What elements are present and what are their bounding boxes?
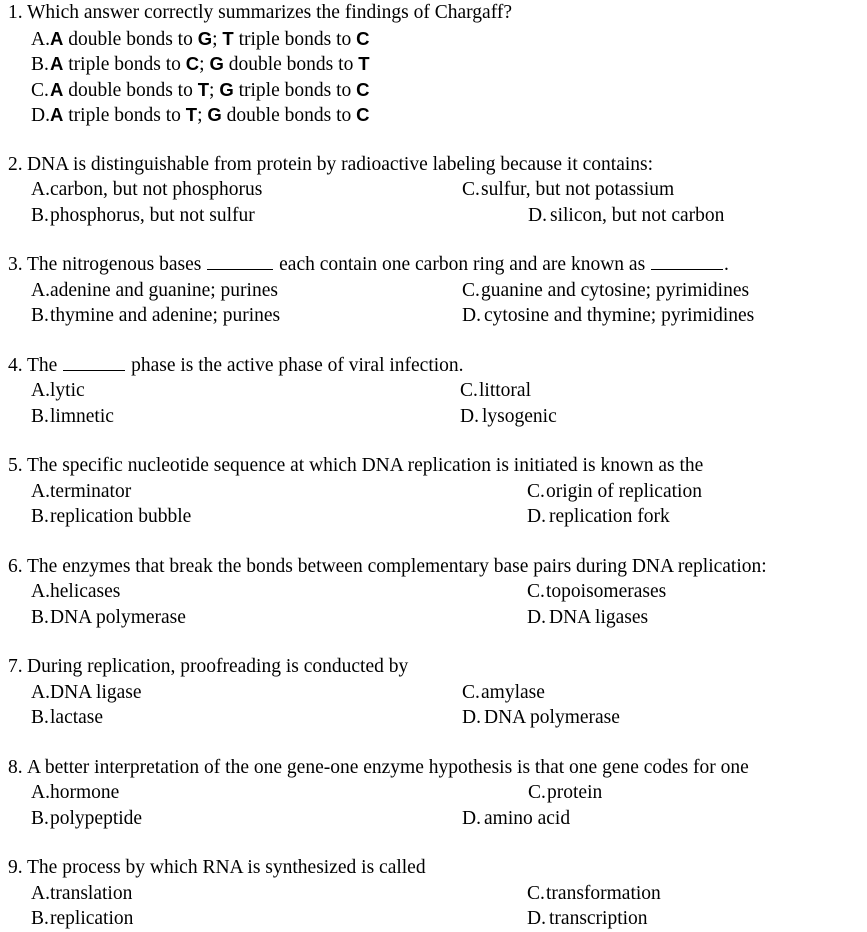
- option-row: [0, 378, 867, 404]
- question-stem-text: [27, 757, 749, 778]
- option-c[interactable]: [462, 278, 749, 304]
- option-row: [0, 479, 867, 505]
- option-letter: B.: [31, 506, 49, 527]
- stem-text: During replication, proofreading is conducted by: [27, 656, 409, 677]
- question-stem-text: [27, 2, 512, 23]
- option-list: [0, 579, 867, 630]
- opt-text: ;: [199, 54, 210, 75]
- option-c[interactable]: [527, 881, 661, 907]
- option-text: [50, 305, 280, 326]
- option-text: [50, 707, 103, 728]
- option-letter: D.: [528, 204, 547, 226]
- option-row: [0, 579, 867, 605]
- option-c[interactable]: [31, 77, 370, 104]
- opt-nucleotide-T: T: [222, 27, 234, 49]
- option-letter: B.: [31, 54, 49, 75]
- option-letter: A.: [31, 28, 50, 50]
- option-letter: C.: [527, 480, 545, 502]
- option-a[interactable]: [31, 780, 119, 806]
- option-list: [0, 26, 867, 128]
- stem-text: .: [724, 254, 729, 275]
- opt-text: lysogenic: [482, 405, 557, 427]
- option-text: [50, 406, 114, 427]
- option-text: [547, 782, 602, 803]
- opt-text: sulfur, but not potassium: [481, 179, 675, 200]
- option-list: [0, 780, 867, 831]
- option-b[interactable]: [31, 203, 255, 229]
- question-number: 9.: [8, 857, 23, 878]
- option-c[interactable]: [462, 680, 545, 706]
- opt-text: replication: [50, 908, 134, 929]
- option-letter: C.: [460, 380, 478, 401]
- option-text: [50, 581, 120, 602]
- stem-text: The specific nucleotide sequence at which DNA replication is initiated is known as the: [27, 455, 704, 476]
- option-text: [50, 481, 131, 502]
- question-number: 5.: [8, 455, 23, 476]
- option-b[interactable]: [31, 504, 191, 530]
- question-stem: [0, 453, 867, 479]
- option-text: [50, 607, 186, 628]
- stem-text: each contain one carbon ring and are known as: [274, 254, 651, 275]
- option-d[interactable]: [528, 203, 724, 229]
- stem-text: DNA is distinguishable from protein by radioactive labeling because it contains:: [27, 153, 654, 175]
- option-letter: B.: [31, 405, 49, 427]
- opt-nucleotide-G: G: [209, 53, 224, 74]
- option-d[interactable]: [31, 102, 370, 129]
- opt-text: cytosine and thymine; pyrimidines: [484, 305, 755, 326]
- opt-text: amylase: [481, 681, 545, 703]
- opt-text: hormone: [50, 782, 120, 803]
- option-row: [0, 177, 867, 203]
- opt-text: topoisomerases: [546, 581, 667, 602]
- question-stem: [0, 252, 867, 278]
- stem-text: phase is the active phase of viral infection.: [126, 354, 464, 376]
- opt-text: translation: [50, 882, 133, 904]
- option-row: [0, 303, 867, 329]
- option-d[interactable]: [527, 906, 648, 932]
- option-row: [0, 605, 867, 631]
- option-text: [484, 305, 754, 326]
- option-a[interactable]: [31, 26, 370, 53]
- option-d[interactable]: [527, 504, 670, 530]
- option-c[interactable]: [527, 579, 666, 605]
- option-list: [0, 177, 867, 228]
- question-number: 4.: [8, 354, 23, 376]
- opt-text: terminator: [50, 480, 132, 502]
- option-d[interactable]: [462, 806, 570, 832]
- opt-text: double bonds to: [63, 28, 198, 50]
- option-letter: B.: [31, 204, 49, 226]
- question-number: 1.: [8, 2, 23, 23]
- option-text: [481, 682, 545, 703]
- question-block: [0, 855, 867, 932]
- option-letter: A.: [31, 380, 50, 401]
- stem-blank-3: [651, 254, 723, 270]
- option-a[interactable]: [31, 579, 120, 605]
- option-letter: C.: [462, 279, 480, 301]
- opt-text: lytic: [50, 380, 85, 401]
- opt-nucleotide-A: A: [50, 78, 64, 100]
- option-text: [484, 808, 570, 829]
- opt-text: protein: [547, 782, 603, 803]
- option-a[interactable]: [31, 881, 132, 907]
- opt-text: origin of replication: [546, 480, 702, 502]
- opt-nucleotide-C: C: [356, 78, 370, 100]
- option-c[interactable]: [462, 177, 674, 203]
- option-letter: C.: [528, 782, 546, 803]
- opt-text: silicon, but not carbon: [550, 204, 725, 226]
- option-letter: D.: [462, 707, 481, 728]
- option-letter: C.: [462, 681, 480, 703]
- opt-text: ;: [212, 28, 223, 50]
- opt-text: thymine and adenine; purines: [50, 305, 281, 326]
- option-text: [546, 481, 702, 502]
- option-letter: A.: [31, 882, 50, 904]
- opt-text: double bonds to: [223, 54, 359, 75]
- option-text: [546, 581, 666, 602]
- opt-text: DNA ligases: [549, 606, 649, 628]
- option-text: [481, 280, 749, 301]
- option-text: [484, 707, 620, 728]
- opt-text: littoral: [479, 380, 531, 401]
- opt-nucleotide-C: C: [356, 27, 370, 49]
- option-list: [0, 278, 867, 329]
- option-row: [0, 504, 867, 530]
- option-text: [50, 808, 142, 829]
- opt-text: guanine and cytosine; pyrimidines: [481, 279, 750, 301]
- option-row: [0, 102, 867, 128]
- opt-text: adenine and guanine; purines: [50, 279, 278, 301]
- option-text: [549, 607, 648, 628]
- opt-nucleotide-T: T: [197, 78, 210, 100]
- option-letter: D.: [527, 908, 546, 929]
- question-stem: [0, 855, 867, 881]
- option-a[interactable]: [31, 479, 131, 505]
- option-row: [0, 77, 867, 103]
- question-block: [0, 453, 867, 530]
- option-text: [50, 280, 278, 301]
- opt-nucleotide-T: T: [358, 53, 370, 74]
- stem-text: The: [27, 354, 63, 376]
- opt-text: limnetic: [50, 405, 114, 427]
- question-stem-text: [27, 857, 426, 878]
- question-block: [0, 755, 867, 832]
- opt-text: transcription: [549, 908, 648, 929]
- opt-nucleotide-G: G: [197, 27, 213, 49]
- opt-text: DNA polymerase: [50, 606, 186, 628]
- opt-nucleotide-A: A: [50, 104, 64, 125]
- option-text: [50, 908, 133, 929]
- option-letter: C.: [31, 79, 49, 101]
- question-stem: [0, 353, 867, 379]
- option-letter: D.: [462, 807, 481, 829]
- opt-text: phosphorus, but not sulfur: [50, 204, 255, 226]
- option-letter: B.: [31, 606, 49, 628]
- option-list: [0, 680, 867, 731]
- option-text: [549, 908, 648, 929]
- option-letter: C.: [462, 179, 480, 200]
- option-row: [0, 906, 867, 932]
- option-row: [0, 680, 867, 706]
- option-letter: A.: [31, 179, 50, 200]
- option-text: [546, 883, 661, 904]
- opt-text: ;: [197, 105, 208, 126]
- question-block: [0, 152, 867, 229]
- question-stem: [0, 0, 867, 26]
- opt-text: DNA ligase: [50, 681, 142, 703]
- option-text: [482, 406, 557, 427]
- stem-text: Which answer correctly summarizes the findings of Chargaff?: [27, 2, 512, 23]
- option-row: [0, 51, 867, 77]
- opt-text: carbon, but not phosphorus: [50, 179, 263, 200]
- opt-text: replication bubble: [50, 506, 192, 527]
- option-text: [550, 205, 724, 226]
- opt-nucleotide-G: G: [207, 104, 222, 125]
- opt-text: helicases: [50, 581, 121, 602]
- option-b[interactable]: [31, 705, 103, 731]
- stem-text: The enzymes that break the bonds between complementary base pairs during DNA replication:: [27, 555, 767, 577]
- opt-text: replication fork: [549, 506, 670, 527]
- option-b[interactable]: [31, 303, 280, 329]
- option-row: [0, 278, 867, 304]
- stem-blank-1: [63, 355, 125, 371]
- opt-text: double bonds to: [221, 105, 357, 126]
- question-stem: [0, 554, 867, 580]
- option-text: [50, 506, 191, 527]
- question-stem-text: [27, 455, 703, 476]
- stem-text: A better interpretation of the one gene-one enzyme hypothesis is that one gene codes for one: [27, 756, 749, 778]
- option-row: [0, 881, 867, 907]
- option-list: [0, 881, 867, 932]
- option-row: [0, 705, 867, 731]
- option-letter: D.: [460, 405, 479, 427]
- opt-text: triple bonds to: [233, 79, 357, 101]
- option-row: [0, 26, 867, 52]
- option-c[interactable]: [527, 479, 702, 505]
- question-block: [0, 252, 867, 329]
- question-block: [0, 554, 867, 631]
- option-b[interactable]: [31, 806, 142, 832]
- option-a[interactable]: [31, 680, 142, 706]
- option-a[interactable]: [31, 278, 278, 304]
- option-list: [0, 378, 867, 429]
- option-row: [0, 404, 867, 430]
- option-d[interactable]: [462, 303, 754, 329]
- question-stem-text: [27, 154, 653, 175]
- opt-nucleotide-T: T: [185, 104, 198, 125]
- question-block: [0, 654, 867, 731]
- opt-text: double bonds to: [63, 79, 198, 101]
- option-letter: A.: [31, 279, 50, 301]
- option-letter: A.: [31, 480, 50, 502]
- option-text: [50, 682, 142, 703]
- opt-nucleotide-G: G: [219, 78, 234, 100]
- option-list: [0, 479, 867, 530]
- option-row: [0, 780, 867, 806]
- option-a[interactable]: [31, 378, 85, 404]
- opt-text: amino acid: [484, 807, 571, 829]
- question-number: 2.: [8, 153, 23, 175]
- option-letter: B.: [31, 908, 49, 929]
- option-c[interactable]: [528, 780, 602, 806]
- option-text: [549, 506, 670, 527]
- question-stem-text: [27, 254, 729, 275]
- option-b[interactable]: [31, 906, 133, 932]
- question-stem: [0, 152, 867, 178]
- question-stem: [0, 755, 867, 781]
- option-letter: B.: [31, 807, 49, 829]
- option-letter: C.: [527, 882, 545, 904]
- stem-text: The process by which RNA is synthesized is called: [27, 857, 426, 878]
- option-b[interactable]: [31, 51, 370, 78]
- opt-nucleotide-A: A: [50, 27, 64, 49]
- option-letter: C.: [527, 581, 545, 602]
- opt-text: triple bonds to: [233, 28, 357, 50]
- option-letter: A.: [31, 782, 50, 803]
- opt-text: ;: [209, 79, 220, 101]
- option-text: [50, 883, 132, 904]
- option-letter: B.: [31, 305, 49, 326]
- question-number: 8.: [8, 756, 23, 778]
- option-text: [50, 105, 370, 126]
- option-text: [479, 380, 531, 401]
- option-letter: D.: [527, 606, 546, 628]
- question-stem-text: [27, 355, 464, 376]
- opt-text: DNA polymerase: [484, 707, 620, 728]
- option-letter: D.: [31, 105, 50, 126]
- option-d[interactable]: [527, 605, 648, 631]
- option-letter: B.: [31, 707, 49, 728]
- opt-nucleotide-C: C: [185, 53, 200, 74]
- option-text: [50, 80, 370, 101]
- opt-text: triple bonds to: [63, 54, 186, 75]
- option-text: [50, 54, 370, 75]
- stem-blank-1: [207, 254, 273, 270]
- option-d[interactable]: [462, 705, 620, 731]
- option-row: [0, 203, 867, 229]
- option-text: [50, 380, 85, 401]
- option-row: [0, 806, 867, 832]
- question-stem-text: [27, 556, 767, 577]
- question-stem: [0, 654, 867, 680]
- question-block: [0, 0, 867, 128]
- opt-text: polypeptide: [50, 807, 143, 829]
- question-stem-text: [27, 656, 408, 677]
- option-letter: A.: [31, 681, 50, 703]
- option-letter: D.: [462, 305, 481, 326]
- opt-nucleotide-C: C: [356, 104, 370, 125]
- question-number: 6.: [8, 555, 23, 577]
- opt-nucleotide-A: A: [50, 53, 64, 74]
- opt-text: transformation: [546, 882, 661, 904]
- option-text: [50, 29, 370, 50]
- option-text: [50, 179, 262, 200]
- option-letter: D.: [527, 506, 546, 527]
- option-text: [50, 782, 119, 803]
- stem-text: The nitrogenous bases: [27, 254, 207, 275]
- opt-text: lactase: [50, 707, 104, 728]
- option-a[interactable]: [31, 177, 262, 203]
- option-c[interactable]: [460, 378, 531, 404]
- option-b[interactable]: [31, 605, 186, 631]
- question-number: 3.: [8, 254, 23, 275]
- question-number: 7.: [8, 656, 23, 677]
- option-b[interactable]: [31, 404, 114, 430]
- option-letter: A.: [31, 581, 50, 602]
- option-d[interactable]: [460, 404, 557, 430]
- option-text: [50, 205, 255, 226]
- opt-text: triple bonds to: [63, 105, 186, 126]
- option-text: [481, 179, 674, 200]
- question-block: [0, 353, 867, 430]
